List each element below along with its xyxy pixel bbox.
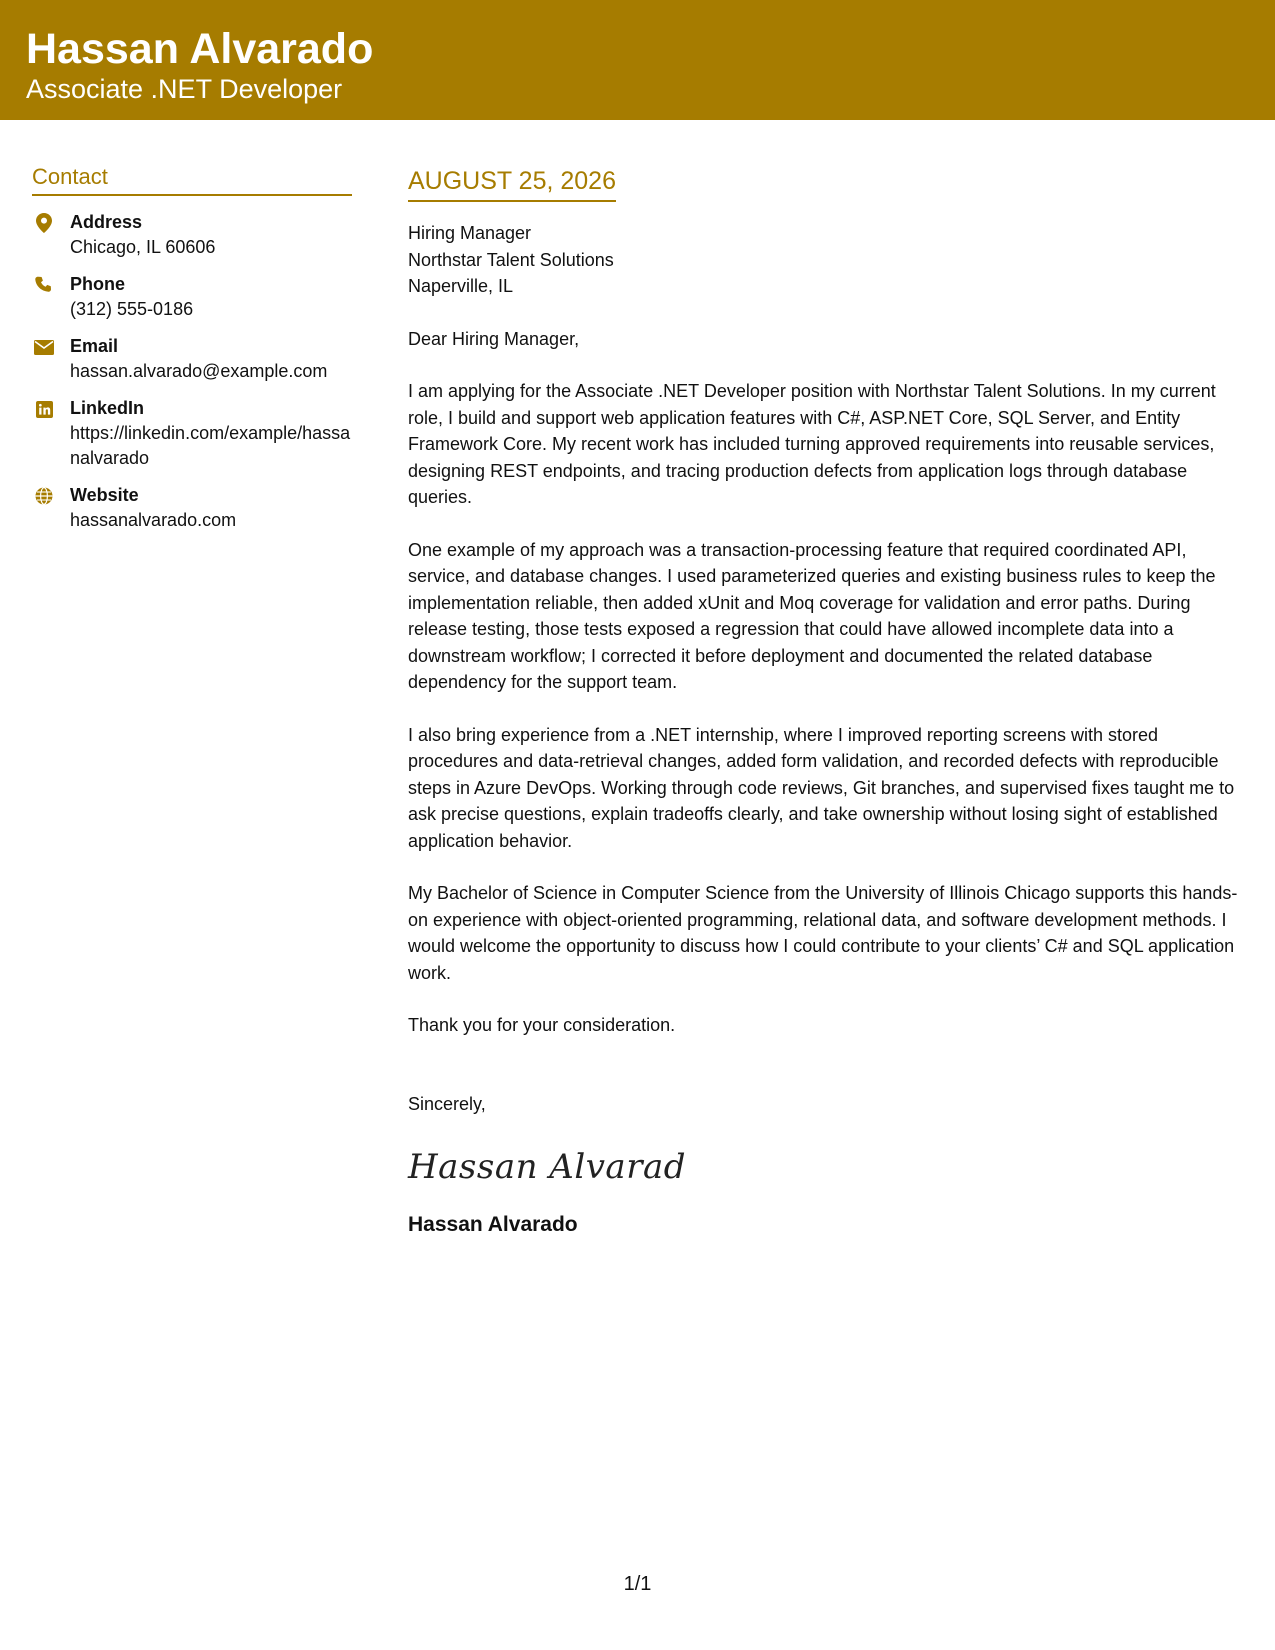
body-paragraph: I also bring experience from a .NET internship, where I improved reporting screens with stored procedures and data-retrieval changes, added form validation, and recorded defects with reproducible steps in Azure DevOps. Working through code reviews, Git branches, and supervised fixes taught me to ask precise questions, explain tradeoffs clearly, and take ownership without losing sight of established application behavior. [408,724,1235,851]
contact-label: Address [70,212,143,232]
contact-label: Phone [70,274,126,294]
contact-item-linkedin [32,396,352,471]
recipient-location: Naperville, IL [408,276,514,296]
contact-label: LinkedIn [70,398,145,418]
handwritten-signature: Hassan Alvarad [408,1147,686,1187]
phone-icon [34,275,54,295]
contact-item-website [32,483,352,533]
contact-sidebar [32,160,352,533]
signed-name: Hassan Alvarado [408,1213,578,1236]
contact-label: Website [70,485,139,505]
globe-icon [34,486,54,506]
contact-item-address [32,210,352,260]
email-value[interactable]: hassan.alvarado@example.com [70,361,328,381]
recipient-company: Northstar Talent Solutions [408,249,614,270]
website-value[interactable]: hassanalvarado.com [70,510,237,530]
linkedin-icon [34,399,54,419]
page-number: 1/1 [623,1573,652,1595]
thank-you-line: Thank you for your consideration. [408,1015,676,1035]
contact-item-email [32,334,352,384]
salutation: Dear Hiring Manager, [408,328,580,349]
phone-value[interactable]: (312) 555-0186 [70,299,194,319]
address-value: Chicago, IL 60606 [70,237,216,257]
recipient-name: Hiring Manager [408,223,532,243]
body-paragraph: One example of my approach was a transaction-processing feature that required coordinated API, service, and database changes. I used parameterized queries and existing business rules to keep the implementation reliable, then added xUnit and Moq coverage for validation and error paths. During release testing, those tests exposed a regression that could have allowed incomplete data into a downstream workflow; I corrected it before deployment and documented the related database dependency for the support team. [408,539,1216,692]
envelope-icon [34,337,54,357]
letter-body [408,164,1248,1239]
job-title: Associate .NET Developer [26,74,343,104]
map-pin-icon [34,213,54,233]
body-paragraph: I am applying for the Associate .NET Developer position with Northstar Talent Solutions. In my current role, I build and support web application features with C#, ASP.NET Core, SQL Server, and Entity Framework Core. My recent work has included turning approved requirements into reusable services, designing REST endpoints, and tracing production defects from application logs through database queries. [408,381,1216,507]
closing-line: Sincerely, [408,1093,486,1114]
contact-label: Email [70,336,119,356]
contact-list [32,210,352,533]
letter-date: AUGUST 25, 2026 [408,164,616,202]
recipient-block [408,220,1248,300]
contact-heading: Contact [32,160,352,196]
contact-item-phone [32,272,352,322]
header-banner [0,0,1275,120]
applicant-name: Hassan Alvarado [26,25,374,73]
linkedin-value[interactable]: https://linkedin.com/example/hassanalvarado [70,423,351,468]
body-paragraph: My Bachelor of Science in Computer Science from the University of Illinois Chicago supports this hands-on experience with object-oriented programming, relational data, and software development methods. I would welcome the opportunity to discuss how I could contribute to your clients’ C# and SQL application work. [408,883,1238,983]
